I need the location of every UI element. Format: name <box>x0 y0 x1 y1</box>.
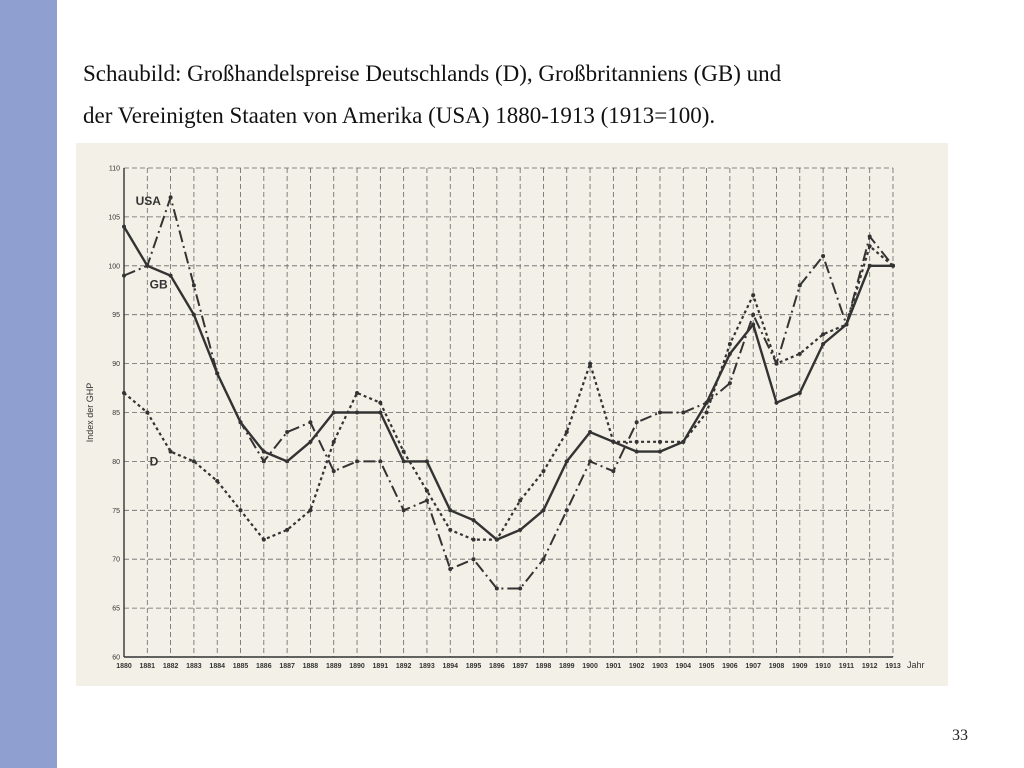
series-lines <box>122 195 895 590</box>
x-tick-label: 1898 <box>535 663 552 670</box>
y-axis-label: Index der GHP <box>85 382 95 443</box>
data-point-usa <box>565 508 569 512</box>
data-point-gb <box>169 274 173 278</box>
data-point-d <box>472 538 476 542</box>
x-tick-label: 1911 <box>838 663 854 670</box>
data-point-usa <box>588 459 592 463</box>
y-tick-label: 85 <box>112 410 120 417</box>
data-point-usa <box>169 195 173 199</box>
data-point-d <box>239 508 243 512</box>
data-point-usa <box>868 234 872 238</box>
data-point-gb <box>774 401 778 405</box>
slide-sidebar <box>0 0 57 768</box>
x-tick-label: 1909 <box>791 663 808 670</box>
data-point-d <box>541 469 545 473</box>
x-tick-label: 1904 <box>675 663 692 670</box>
data-point-gb <box>588 430 592 434</box>
series-label-d: D <box>149 454 159 469</box>
data-point-d <box>285 528 289 532</box>
series-label-gb: GB <box>149 277 168 292</box>
x-tick-label: 1890 <box>349 663 365 670</box>
x-tick-label: 1899 <box>558 663 575 670</box>
price-index-chart <box>76 143 948 686</box>
x-tick-label: 1900 <box>582 663 598 670</box>
data-point-d <box>192 459 196 463</box>
data-point-d <box>495 538 499 542</box>
data-point-gb <box>262 450 266 454</box>
data-point-gb <box>448 508 452 512</box>
data-point-usa <box>448 567 452 571</box>
x-tick-label: 1906 <box>722 663 738 670</box>
data-point-gb <box>705 401 709 405</box>
y-tick-label: 70 <box>112 556 120 564</box>
data-point-gb <box>402 459 406 463</box>
title-line-1: Schaubild: Großhandelspreise Deutschlands (D), Großbritanniens (GB) und <box>83 61 782 86</box>
data-point-gb <box>215 371 219 375</box>
data-point-gb <box>239 420 243 424</box>
data-point-d <box>705 411 709 415</box>
data-point-usa <box>798 283 802 287</box>
data-point-usa <box>681 411 685 415</box>
data-point-gb <box>308 440 312 444</box>
title-line-2: der Vereinigten Staaten von Amerika (USA) 1880-1913 (1913=100). <box>83 103 716 128</box>
data-point-gb <box>378 411 382 415</box>
y-tick-label: 90 <box>112 361 120 369</box>
data-point-usa <box>425 499 429 503</box>
data-point-d <box>122 391 126 395</box>
data-point-gb <box>145 264 149 268</box>
data-point-d <box>355 391 359 395</box>
x-axis-label: Jahr <box>907 660 925 670</box>
slide-title <box>83 53 983 137</box>
x-tick-label: 1896 <box>489 663 505 670</box>
x-tick-label: 1907 <box>745 663 761 670</box>
data-point-usa <box>355 459 359 463</box>
y-tick-label: 60 <box>112 654 120 662</box>
data-point-gb <box>635 450 639 454</box>
x-tick-label: 1893 <box>419 663 435 670</box>
data-point-gb <box>332 411 336 415</box>
x-tick-label: 1887 <box>279 663 295 670</box>
data-point-d <box>821 332 825 336</box>
series-label-usa: USA <box>135 194 161 209</box>
data-point-usa <box>402 508 406 512</box>
data-point-d <box>145 411 149 415</box>
y-tick-label: 110 <box>108 165 120 173</box>
data-point-usa <box>751 313 755 317</box>
data-point-gb <box>355 411 359 415</box>
data-point-gb <box>192 313 196 317</box>
data-point-gb <box>541 508 545 512</box>
x-tick-label: 1882 <box>162 663 179 670</box>
data-point-d <box>658 440 662 444</box>
data-point-d <box>611 440 615 444</box>
x-tick-label: 1889 <box>325 663 342 670</box>
data-point-d <box>425 489 429 493</box>
data-point-gb <box>518 528 522 532</box>
data-point-gb <box>565 459 569 463</box>
x-tick-label: 1883 <box>186 663 202 670</box>
x-tick-label: 1902 <box>628 663 645 670</box>
data-point-usa <box>192 283 196 287</box>
data-point-gb <box>285 459 289 463</box>
y-tick-label: 80 <box>112 458 120 466</box>
data-point-gb <box>425 459 429 463</box>
x-tick-label: 1905 <box>698 663 715 670</box>
grid-lines <box>124 168 893 657</box>
data-point-d <box>635 440 639 444</box>
data-point-usa <box>378 459 382 463</box>
data-point-usa <box>821 254 825 258</box>
data-point-d <box>891 264 895 268</box>
x-tick-label: 1913 <box>885 663 901 670</box>
data-point-usa <box>262 459 266 463</box>
data-point-d <box>448 528 452 532</box>
data-point-gb <box>798 391 802 395</box>
data-point-usa <box>518 587 522 591</box>
y-tick-label: 100 <box>108 263 120 271</box>
data-point-d <box>402 450 406 454</box>
x-tick-label: 1901 <box>605 663 622 670</box>
series-line-d <box>124 246 893 539</box>
x-tick-label: 1880 <box>116 663 132 670</box>
data-point-d <box>565 430 569 434</box>
x-tick-label: 1897 <box>512 663 528 670</box>
data-point-usa <box>541 557 545 561</box>
x-tick-label: 1894 <box>442 663 459 670</box>
y-tick-label: 75 <box>112 507 120 515</box>
data-point-d <box>844 322 848 326</box>
data-point-gb <box>472 518 476 522</box>
data-point-usa <box>332 469 336 473</box>
data-point-usa <box>472 557 476 561</box>
data-point-d <box>308 508 312 512</box>
x-tick-label: 1885 <box>232 663 249 670</box>
data-point-d <box>588 362 592 366</box>
x-tick-label: 1912 <box>861 663 878 670</box>
data-point-d <box>332 440 336 444</box>
x-tick-label: 1895 <box>465 663 482 670</box>
data-point-usa <box>658 411 662 415</box>
series-line-usa <box>124 197 893 588</box>
x-tick-label: 1888 <box>302 663 319 670</box>
page-number: 33 <box>952 727 968 744</box>
data-point-d <box>169 450 173 454</box>
x-tick-label: 1910 <box>815 663 831 670</box>
chart-labels <box>85 166 925 671</box>
x-tick-label: 1903 <box>652 663 668 670</box>
chart-figure <box>76 143 948 686</box>
data-point-gb <box>868 264 872 268</box>
data-point-d <box>728 342 732 346</box>
data-point-gb <box>751 322 755 326</box>
data-point-d <box>681 440 685 444</box>
x-tick-label: 1892 <box>395 663 412 670</box>
x-tick-label: 1884 <box>209 663 226 670</box>
data-point-gb <box>821 342 825 346</box>
data-point-d <box>774 362 778 366</box>
y-tick-label: 105 <box>108 214 120 222</box>
data-point-d <box>215 479 219 483</box>
y-tick-label: 95 <box>112 312 120 320</box>
data-point-gb <box>728 352 732 356</box>
data-point-usa <box>122 274 126 278</box>
data-point-gb <box>122 225 126 229</box>
data-point-usa <box>308 420 312 424</box>
x-tick-label: 1908 <box>768 663 785 670</box>
data-point-d <box>798 352 802 356</box>
data-point-usa <box>495 587 499 591</box>
y-tick-label: 65 <box>112 605 120 613</box>
data-point-d <box>262 538 266 542</box>
x-tick-label: 1886 <box>256 663 272 670</box>
data-point-usa <box>285 430 289 434</box>
data-point-gb <box>658 450 662 454</box>
data-point-d <box>751 293 755 297</box>
data-point-d <box>378 401 382 405</box>
x-tick-label: 1881 <box>139 663 156 670</box>
series-line-gb <box>124 227 893 540</box>
data-point-usa <box>635 420 639 424</box>
data-point-usa <box>611 469 615 473</box>
x-tick-label: 1891 <box>372 663 389 670</box>
data-point-d <box>868 244 872 248</box>
data-point-usa <box>728 381 732 385</box>
data-point-d <box>518 499 522 503</box>
